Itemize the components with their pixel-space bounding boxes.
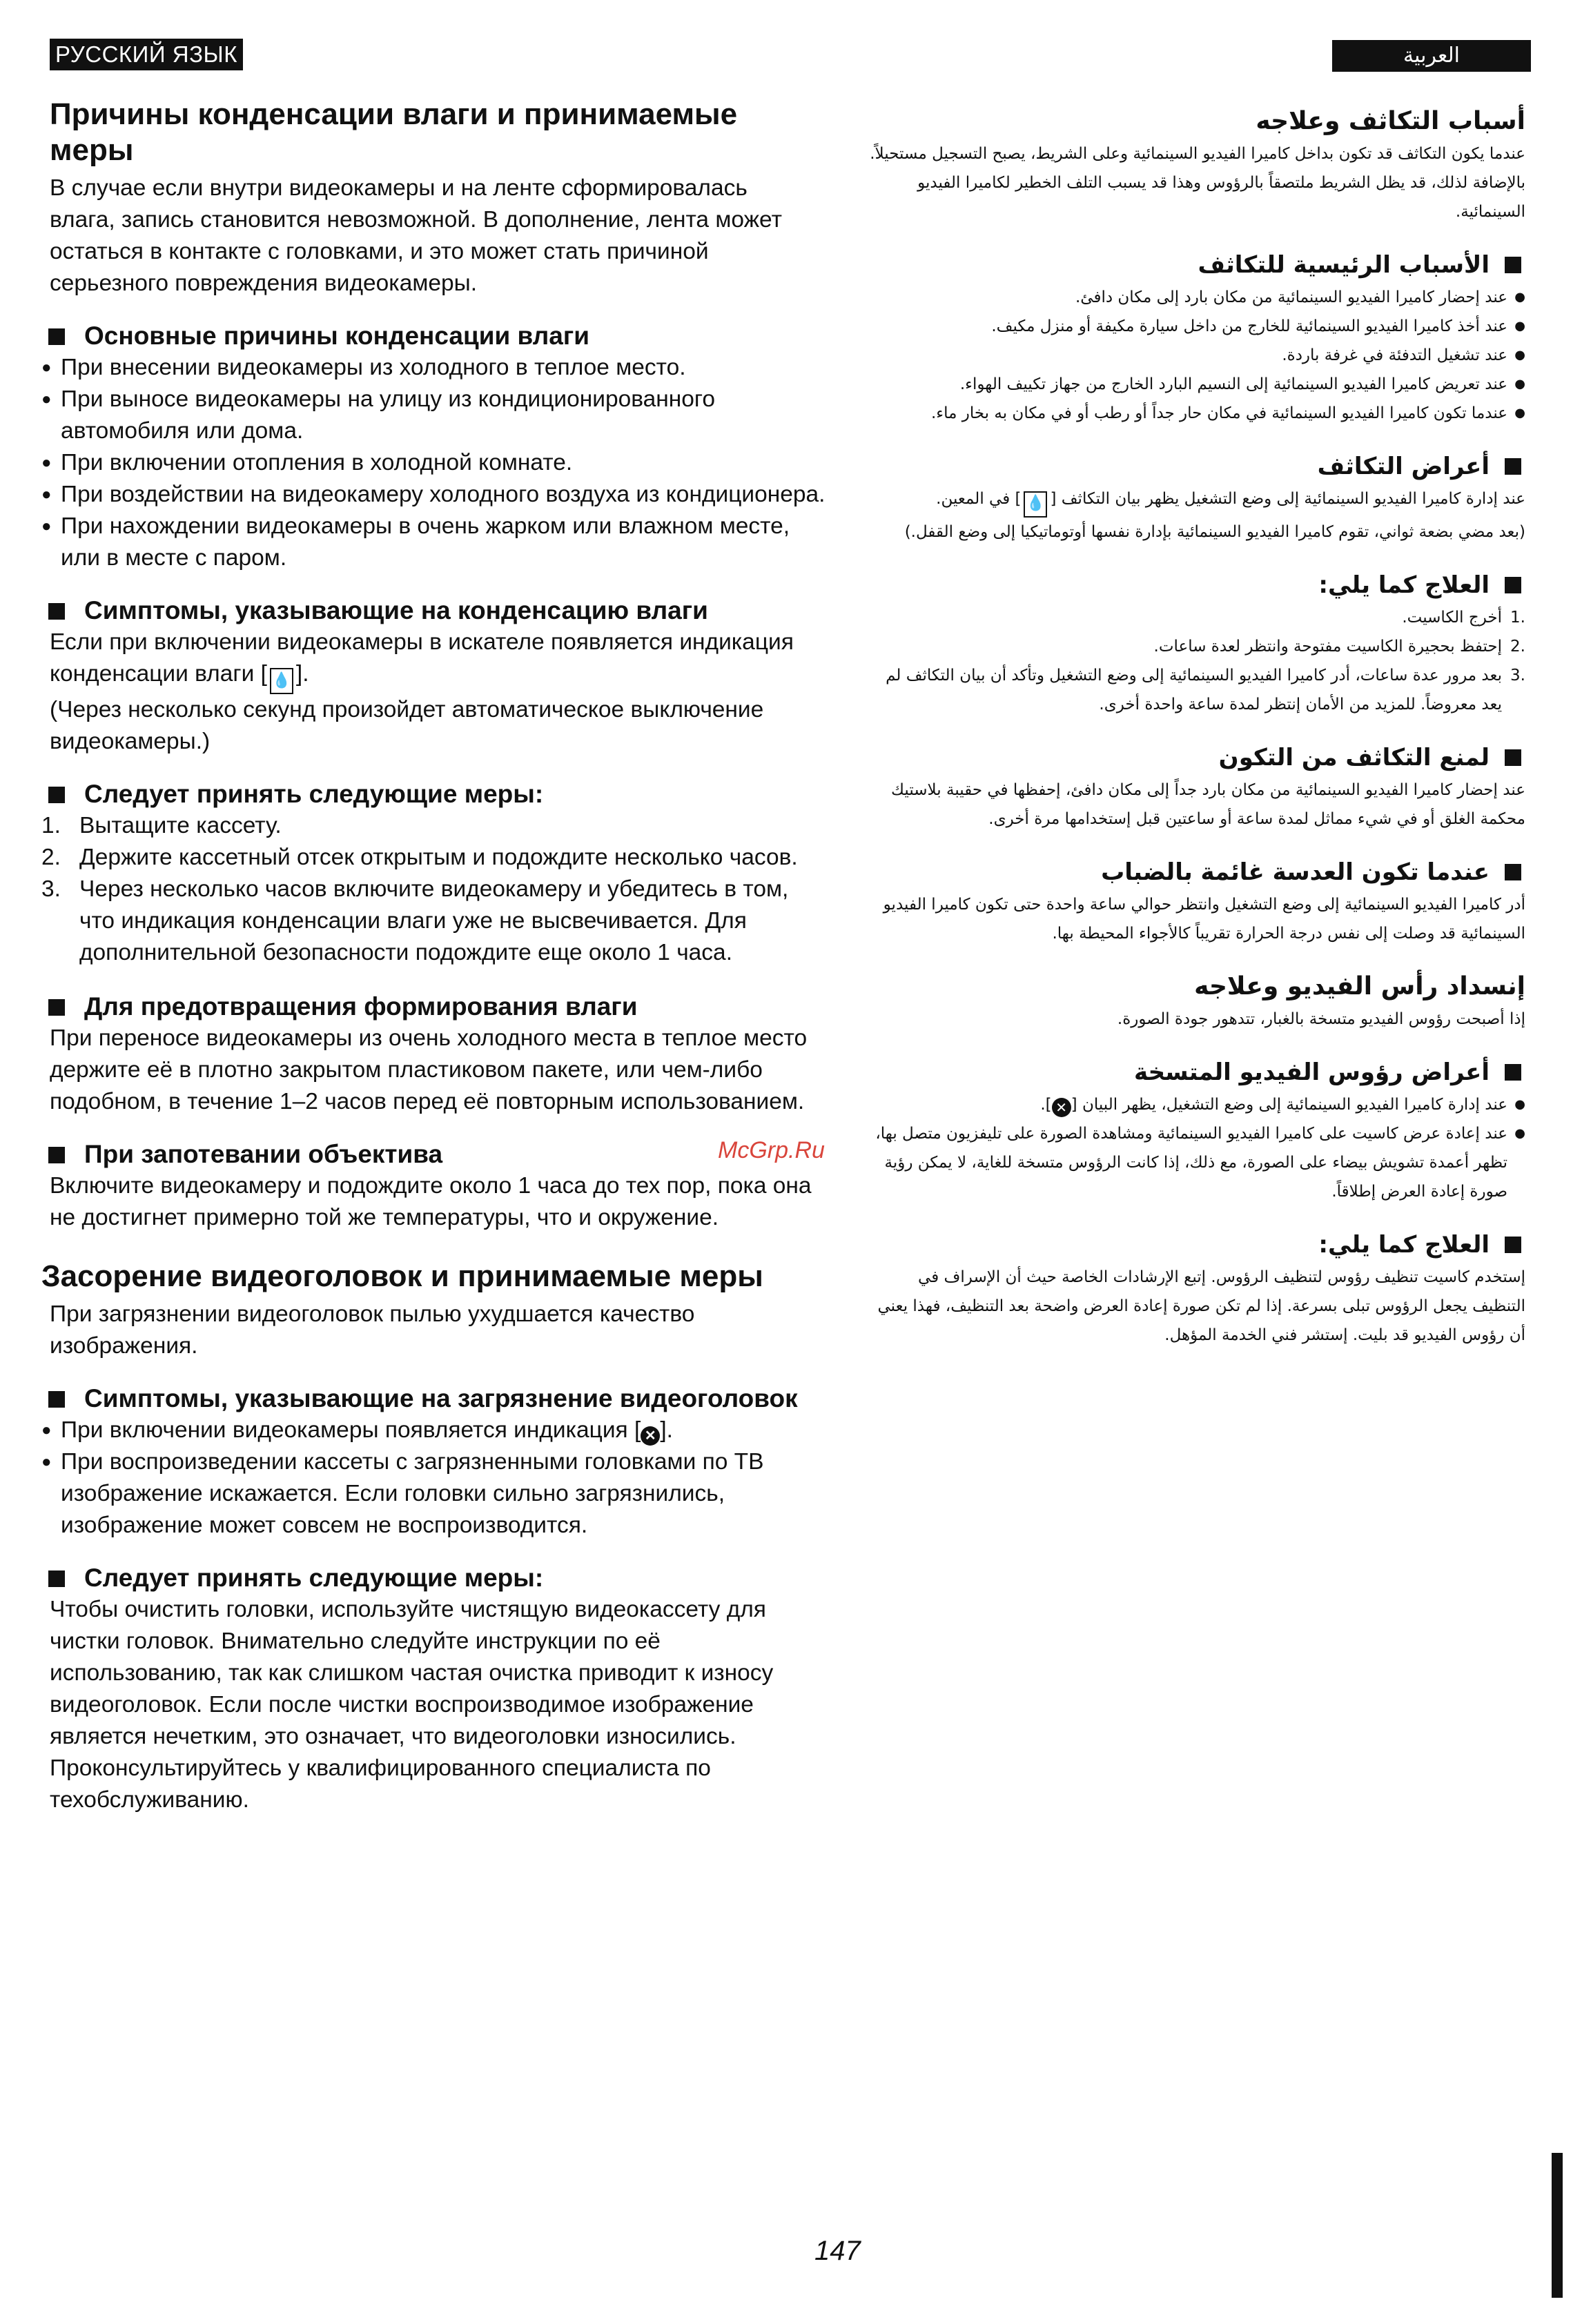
language-tag-arabic: العربية <box>1332 40 1531 72</box>
ru-condensation-intro: В случае если внутри видеокамеры и на ленте сформировалась влага, запись становится невозможной. В дополнение, лента может остаться в контакте с головками, и это может стать причиной серьезного повреждения видеокамеры. <box>50 175 782 296</box>
ru-symptoms-note: (Через несколько секунд произойдет автоматическое выключение видеокамеры.) <box>50 697 764 754</box>
ru-head-clog-intro: При загрязнении видеоголовок пылью ухудшается качество изображения. <box>50 1301 695 1359</box>
ar-head-clog-title: إنسداد رأس الفيديو وعلاجه <box>1194 972 1525 1001</box>
list-item: ● При воспроизведении кассеты с загрязненными головками по ТВ изображение искажается. Если головки сильно загрязнились, изображение может совсем не воспроизводится. <box>41 1446 828 1542</box>
language-tag-russian: РУССКИЙ ЯЗЫК <box>50 39 243 70</box>
ru-causes-list <box>41 352 828 574</box>
list-item: 1. Вытащите кассету. <box>41 813 282 838</box>
ar-head-clog-intro: إذا أصبحت رؤوس الفيديو متسخة بالغبار، تتدهور جودة الصورة. <box>1117 1010 1525 1028</box>
list-item: ● عند أخذ كاميرا الفيديو السينمائية للخارج من داخل سيارة مكيفة أو منزل مكيف. <box>863 312 1525 341</box>
ar-lens-heading: عندما تكون العدسة غائمة بالضباب <box>863 854 1525 890</box>
arabic-column <box>863 104 1525 1350</box>
list-item: ● عند تشغيل التدفئة في غرفة باردة. <box>863 341 1525 370</box>
ar-symptoms-heading: أعراض التكاثف <box>863 449 1525 484</box>
ru-head-measures-text: Чтобы очистить головки, используйте чистящую видеокассету для чистки головок. Внимательно следуйте инструкции по её использованию, так как слишком частая очистка приводит к износу видеоголовок. Если после чистки воспроизводимое изображение является нечетким, это означает, что видеоголовки износились. Проконсультируйтесь у квалифицированного специалиста по техобслуживанию. <box>50 1597 774 1813</box>
list-item: 1. أخرج الكاسيت. <box>1402 609 1525 627</box>
ar-lens-text: أدر كاميرا الفيديو السينمائية إلى وضع التشغيل وانتظر حوالي ساعة واحدة حتى تكون كاميرا الفيديو السينمائية قد وصلت إلى نفس درجة الحرارة تقريباً كالأجواء المحيطة بها. <box>883 896 1525 943</box>
ar-prevent-heading: لمنع التكاثف من التكون <box>863 740 1525 776</box>
ru-condensation-title: Причины конденсации влаги и принимаемые меры <box>50 97 738 167</box>
ar-causes-list <box>863 283 1525 428</box>
head-clog-icon: ✕ <box>1052 1098 1071 1117</box>
ar-head-symptoms-list <box>863 1090 1525 1206</box>
ar-head-measures-heading: العلاج كما يلي: <box>863 1227 1525 1263</box>
ru-prevent-text: При переносе видеокамеры из очень холодного места в теплое место держите её в плотно закрытом пластиковом пакете, или чем-либо подобном, в течение 1–2 часов перед её повторным использованием. <box>50 1025 808 1114</box>
ru-causes-heading: Основные причины конденсации влаги <box>41 320 828 352</box>
list-item: 3. بعد مرور عدة ساعات، أدر كاميرا الفيديو السينمائية إلى وضع التشغيل وتأكد أن بيان التكاثف لم يعد معروضاً. للمزيد من الأمان إنتظر لمدة ساعة واحدة أخرى. <box>886 667 1525 713</box>
ru-head-symptoms-list <box>41 1415 828 1542</box>
ar-causes-heading: الأسباب الرئيسية للتكاثف <box>863 247 1525 283</box>
ar-measures-list <box>863 603 1525 719</box>
ar-condensation-title: أسباب التكاثف وعلاجه <box>1256 107 1525 135</box>
ru-lens-heading: При запотевании объектива <box>41 1139 828 1170</box>
list-item: ● عند إعادة عرض كاسيت على كاميرا الفيديو السينمائية ومشاهدة الصورة على تليفزيون متصل بها، تظهر أعمدة تشويش بيضاء على الصورة، مع ذلك، إذا كانت الرؤوس متسخة للغاية، لا يمكن رؤية صورة إعادة العرض إطلاقاً. <box>863 1119 1525 1206</box>
list-item: ● При включении видеокамеры появляется индикация [ ✕ ]. <box>41 1415 828 1446</box>
list-item: 2. إحتفظ بحجيرة الكاسيت مفتوحة وانتظر لعدة ساعات. <box>1153 638 1525 656</box>
condensation-drop-icon: 💧 <box>270 668 293 694</box>
ar-prevent-text: عند إحضار كاميرا الفيديو السينمائية من مكان بارد جداً إلى مكان دافئ، إحفظها في حقيبة بلاستيك محكمة الغلق أو في شيء مماثل لمدة ساعة أو ساعتين قبل إستخدامها مرة أخرى. <box>891 781 1525 828</box>
list-item: 2. Держите кассетный отсек открытым и подождите несколько часов. <box>41 845 798 870</box>
ar-condensation-intro: عندما يكون التكاثف قد تكون بداخل كاميرا الفيديو السينمائية وعلى الشريط، يصبح التسجيل مستحيلاً. بالإضافة لذلك، قد يظل الشريط ملتصقاً بالرؤوس وهذا قد يسبب التلف الخطير لكاميرا الفيديو السينمائية. <box>870 145 1525 221</box>
page-number: 147 <box>814 2236 861 2266</box>
condensation-drop-icon: 💧 <box>1024 491 1047 518</box>
list-item: ● При нахождении видеокамеры в очень жарком или влажном месте, или в месте с паром. <box>41 511 828 574</box>
ar-head-symptoms-heading: أعراض رؤوس الفيديو المتسخة <box>863 1054 1525 1090</box>
ar-measures-heading: العلاج كما يلي: <box>863 567 1525 603</box>
ru-head-measures-heading: Следует принять следующие меры: <box>41 1562 828 1594</box>
head-clog-icon: ✕ <box>641 1426 660 1446</box>
list-item: ● عند تعريض كاميرا الفيديو السينمائية إلى النسيم البارد الخارج من جهاز تكييف الهواء. <box>863 370 1525 399</box>
watermark: McGrp.Ru <box>718 1137 825 1163</box>
list-item: 3. Через несколько часов включите видеокамеру и убедитесь в том, что индикация конденсации влаги уже не высвечивается. Для дополнительной безопасности подождите еще около 1 часа. <box>41 876 789 965</box>
russian-column <box>41 97 828 1816</box>
ar-symptoms-text: عند إدارة كاميرا الفيديو السينمائية إلى وضع التشغيل يظهر بيان التكاثف [💧] في المعين. <box>863 484 1525 518</box>
ru-measures-list <box>41 810 828 969</box>
list-item: ● عند إحضار كاميرا الفيديو السينمائية من مكان بارد إلى مكان دافئ. <box>863 283 1525 312</box>
list-item: ● عند إدارة كاميرا الفيديو السينمائية إلى وضع التشغيل، يظهر البيان [✕]. <box>863 1090 1525 1119</box>
ar-symptoms-note: (بعد مضي بضعة ثواني، تقوم كاميرا الفيديو السينمائية بإدارة نفسها أوتوماتيكيا إلى وضع القفل.) <box>904 523 1525 541</box>
edge-index-bar <box>1552 2153 1563 2298</box>
ru-head-clog-title: Засорение видеоголовок и принимаемые меры <box>41 1259 763 1293</box>
list-item: ● عندما تكون كاميرا الفيديو السينمائية في مكان حار جداً أو رطب أو في مكان به بخار ماء. <box>863 399 1525 428</box>
ru-prevent-heading: Для предотвращения формирования влаги <box>41 991 828 1023</box>
ar-head-measures-text: إستخدم كاسيت تنظيف رؤوس لتنظيف الرؤوس. إتبع الإرشادات الخاصة حيث أن الإسراف في التنظيف يجعل الرؤوس تبلى بسرعة. إذا لم تكن صورة إعادة العرض واضحة بعد التنظيف، فهذا يعني أن رؤوس الفيديو قد بليت. إستشر فني الخدمة المؤهل. <box>877 1268 1525 1344</box>
ru-lens-text: Включите видеокамеру и подождите около 1 часа до тех пор, пока она не достигнет примерно той же температуры, что и окружение. <box>50 1173 812 1230</box>
ru-symptoms-text: Если при включении видеокамеры в искателе появляется индикация конденсации влаги [ 💧 ]. <box>50 627 816 694</box>
list-item: ● При выносе видеокамеры на улицу из кондиционированного автомобиля или дома. <box>41 384 828 447</box>
ru-symptoms-heading: Симптомы, указывающие на конденсацию влаги <box>41 595 828 627</box>
ru-measures-heading: Следует принять следующие меры: <box>41 778 828 810</box>
list-item: ● При воздействии на видеокамеру холодного воздуха из кондиционера. <box>41 479 828 511</box>
ru-head-symptoms-heading: Симптомы, указывающие на загрязнение видеоголовок <box>41 1383 828 1415</box>
list-item: ● При включении отопления в холодной комнате. <box>41 447 828 479</box>
list-item: ● При внесении видеокамеры из холодного в теплое место. <box>41 352 828 384</box>
